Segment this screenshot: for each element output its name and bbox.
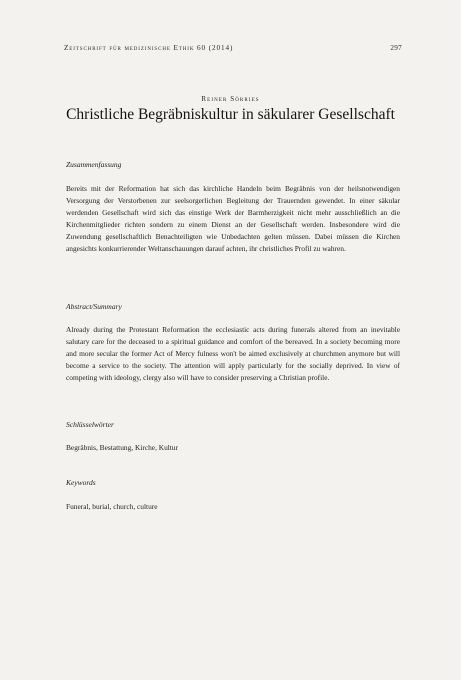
zusammenfassung-text: Bereits mit der Reformation hat sich das kirchliche Handeln beim Begräbnis von der heilsnotwendigen Versorgung der Verstorbenen zur seelsorgerlichen Begleitung der Trauernden gewendet. In einer säkular werdenden Gesellschaft wird sich das einstige Werk der Barmherzigkeit nicht mehr ausschließlich an die Kirchenmitglieder richten sondern zu einem Dienst an der Gesellschaft werden. Insbesondere wird die Zuwendung gesellschaftlich Benachteiligten wie Unbedachten gelten müssen. Dabei müssen die Kirchen angesichts konkurrierender Weltanschauungen darauf achten, ihr christliches Profil zu wahren. [66,184,400,254]
keywords-text: Funeral, burial, church, culture [66,502,158,511]
schluesselwoerter-heading: Schlüsselwörter [66,420,114,429]
schluesselwoerter-text: Begräbnis, Bestattung, Kirche, Kultur [66,443,179,452]
abstract-heading: Abstract/Summary [66,302,122,311]
keywords-heading: Keywords [66,478,96,487]
abstract-text: Already during the Protestant Reformation the ecclesiastic acts during funerals altered from an inevitable salutary care for the deceased to a spiritual guidance and comfort of the bereaved. In a society becoming more and more secular the former Act of Mercy fulness won't be aimed exclusively at churchmen anymore but will become a service to the society. The attention will apply particularly for the socially deprived. In view of competing with ideology, clergy also will have to consider preserving a Christian profile. [66,325,400,383]
zusammenfassung-heading: Zusammenfassung [66,160,122,169]
running-head [64,44,402,52]
article-author: Reiner Sörries [201,95,260,103]
article-title: Christliche Begräbniskultur in säkularer Gesellschaft [66,106,395,123]
page-number: 297 [390,44,402,52]
running-title: Zeitschrift für medizinische Ethik 60 (2014) [64,44,234,52]
